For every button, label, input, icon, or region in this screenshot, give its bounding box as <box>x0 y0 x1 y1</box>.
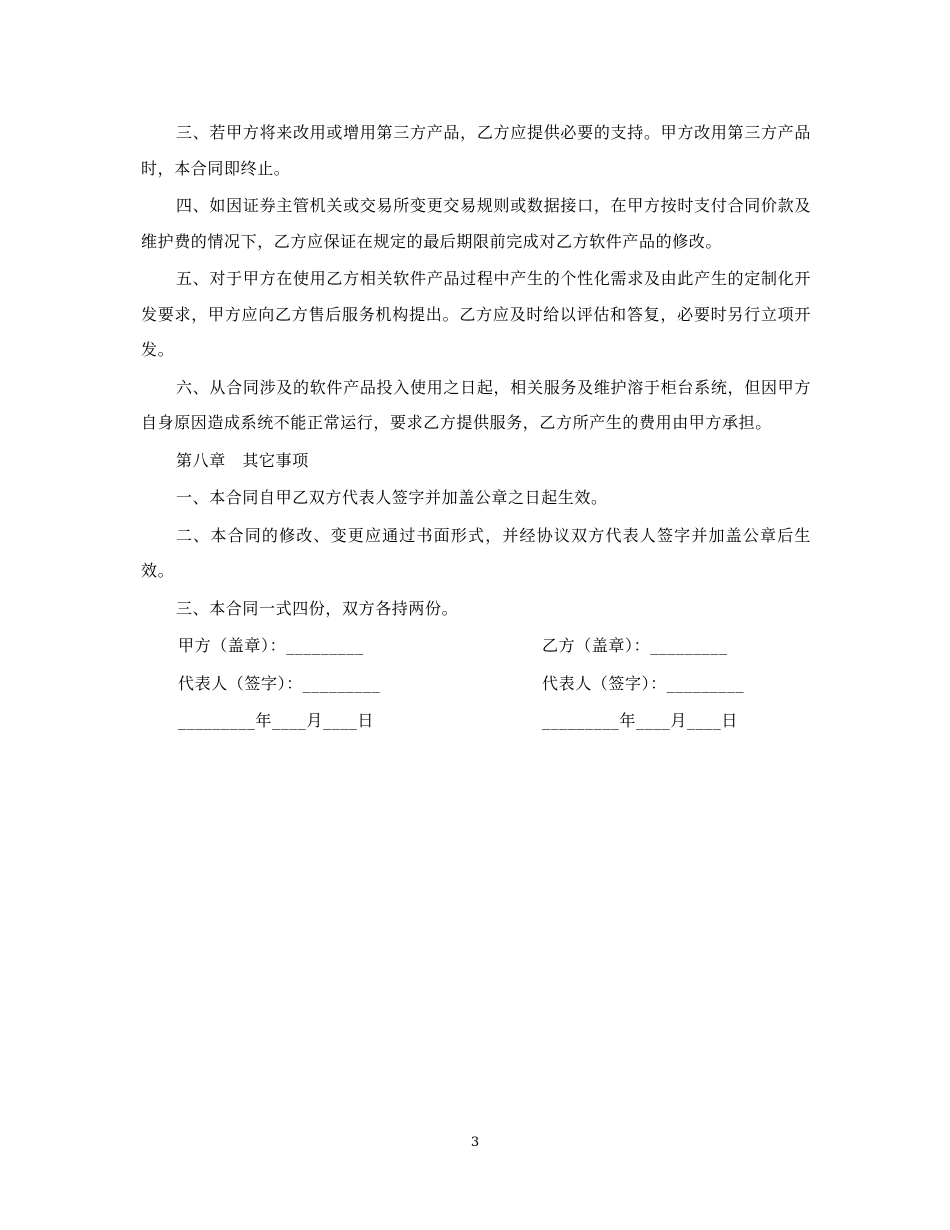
page-number: 3 <box>470 1135 480 1150</box>
party-b-date: _________年____月____日 <box>542 711 738 730</box>
misc-clause-one: 一、本合同自甲乙双方代表人签字并加盖公章之日起生效。 <box>176 488 608 507</box>
clause-three-third-party: 三、若甲方将来改用或增用第三方产品，乙方应提供必要的支持。甲方改用第三方产品时，本合同即终止。 <box>141 123 811 178</box>
misc-clause-two: 二、本合同的修改、变更应通过书面形式，并经协议双方代表人签字并加盖公章后生效。 <box>141 525 811 580</box>
party-b-seal: 乙方（盖章）：_________ <box>542 636 728 655</box>
party-a-representative: 代表人（签字）：_________ <box>178 673 381 693</box>
chapter-heading: 第八章 其它事项 <box>176 450 309 470</box>
clause-five-customization: 五、对于甲方在使用乙方相关软件产品过程中产生的个性化需求及由此产生的定制化开发要求，甲方应向乙方售后服务机构提出。乙方应及时给以评估和答复，必要时另行立项开发。 <box>141 269 811 359</box>
clause-six-service-cost: 六、从合同涉及的软件产品投入使用之日起，相关服务及维护溶于柜台系统，但因甲方自身原因造成系统不能正常运行，要求乙方提供服务，乙方所产生的费用由甲方承担。 <box>141 377 811 432</box>
signature-rep-row <box>141 666 811 702</box>
signature-seal-row <box>141 628 811 664</box>
misc-clause-three: 三、本合同一式四份，双方各持两份。 <box>176 598 459 618</box>
party-b-representative: 代表人（签字）：_________ <box>542 673 745 693</box>
document-body <box>141 115 811 741</box>
party-a-date: _________年____月____日 <box>178 711 374 730</box>
clause-four-rule-change: 四、如因证券主管机关或交易所变更交易规则或数据接口，在甲方按时支付合同价款及维护费的情况下，乙方应保证在规定的最后期限前完成对乙方软件产品的修改。 <box>141 196 811 251</box>
signature-date-row <box>141 703 811 739</box>
party-a-seal: 甲方（盖章）：_________ <box>178 636 364 655</box>
